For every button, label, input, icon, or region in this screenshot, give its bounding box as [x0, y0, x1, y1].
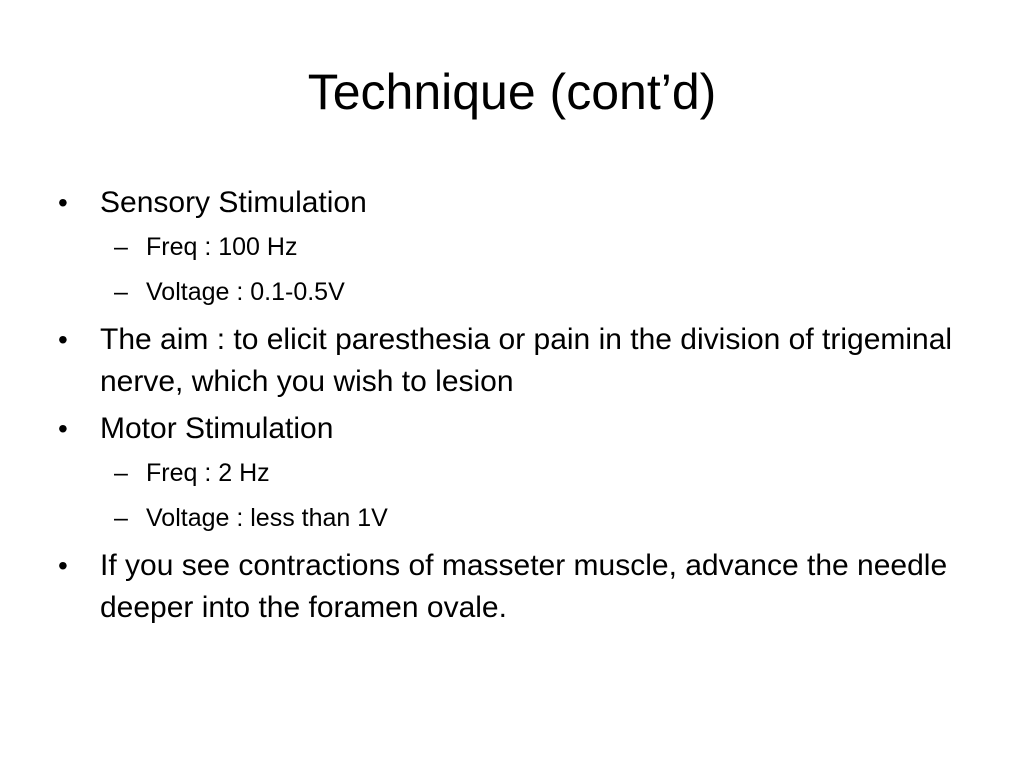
slide-title: Technique (cont’d): [307, 64, 717, 120]
sub-bullet-item: [114, 274, 978, 310]
bullet-item: [58, 182, 978, 224]
bullet-marker: •: [58, 187, 68, 218]
sub-bullet-text: Voltage : 0.1-0.5V: [146, 278, 345, 306]
sub-bullet-text: Freq : 2 Hz: [146, 459, 270, 487]
bullet-text: Motor Stimulation: [100, 412, 334, 445]
bullet-item: [58, 545, 978, 629]
bullet-item: [58, 319, 978, 403]
bullet-text: Sensory Stimulation: [100, 186, 367, 219]
sub-bullet-text: Voltage : less than 1V: [146, 504, 388, 532]
bullet-text: If you see contractions of masseter muscle, advance the needle deeper into the foramen ovale.: [100, 549, 948, 624]
sub-bullet-text: Freq : 100 Hz: [146, 233, 298, 261]
sub-bullet-marker: –: [114, 233, 128, 261]
bullet-text: The aim : to elicit paresthesia or pain in the division of trigeminal nerve, which you wish to lesion: [100, 323, 953, 398]
bullet-item: [58, 408, 978, 450]
sub-bullet-marker: –: [114, 459, 128, 487]
bullet-marker: •: [58, 550, 68, 581]
bullet-list: [58, 182, 978, 634]
bullet-marker: •: [58, 413, 68, 444]
bullet-marker: •: [58, 324, 68, 355]
sub-bullet-marker: –: [114, 278, 128, 306]
sub-bullet-item: [114, 229, 978, 265]
sub-bullet-item: [114, 455, 978, 491]
sub-bullet-marker: –: [114, 504, 128, 532]
sub-bullet-item: [114, 500, 978, 536]
